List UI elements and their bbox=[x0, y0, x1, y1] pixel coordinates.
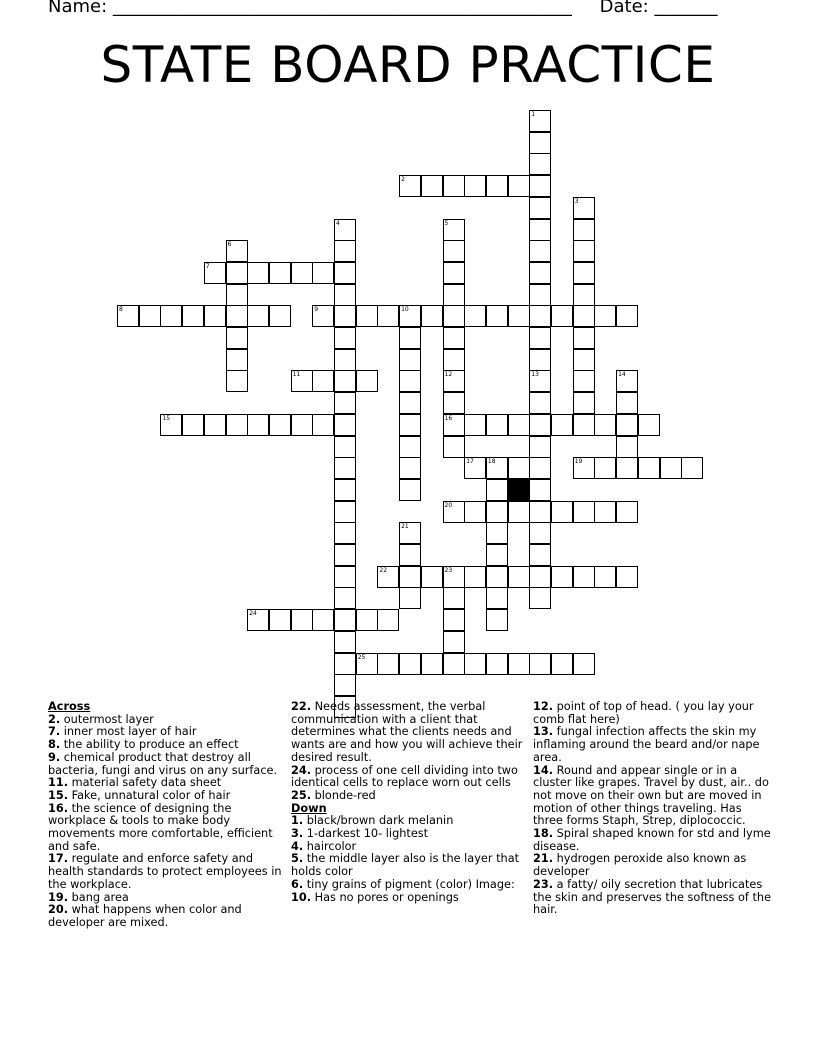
crossword-cell[interactable] bbox=[486, 653, 508, 675]
crossword-cell[interactable] bbox=[594, 305, 616, 327]
crossword-cell[interactable] bbox=[291, 370, 313, 392]
crossword-cell[interactable] bbox=[529, 370, 551, 392]
crossword-cell[interactable] bbox=[443, 240, 465, 262]
crossword-cell[interactable] bbox=[291, 609, 313, 631]
clue-item: 17. regulate and enforce safety and health standards to protect employees in the workplace. bbox=[48, 852, 282, 891]
crossword-cell[interactable] bbox=[616, 392, 638, 414]
crossword-cell[interactable] bbox=[204, 262, 226, 284]
crossword-cell[interactable] bbox=[334, 566, 356, 588]
crossword-cell[interactable] bbox=[399, 414, 421, 436]
crossword-cell[interactable] bbox=[616, 305, 638, 327]
crossword-cell[interactable] bbox=[443, 262, 465, 284]
crossword-cell[interactable] bbox=[226, 414, 248, 436]
crossword-cell[interactable] bbox=[312, 414, 334, 436]
crossword-cell[interactable] bbox=[399, 436, 421, 458]
date-label: Date: bbox=[599, 0, 649, 17]
crossword-cell[interactable] bbox=[182, 305, 204, 327]
crossword-cell[interactable] bbox=[508, 305, 530, 327]
crossword-cell[interactable] bbox=[594, 457, 616, 479]
crossword-cell[interactable] bbox=[573, 501, 595, 523]
crossword-cell[interactable] bbox=[334, 414, 356, 436]
date-blank[interactable]: _______ bbox=[654, 0, 718, 17]
crossword-cell[interactable] bbox=[529, 197, 551, 219]
crossword-cell[interactable] bbox=[334, 544, 356, 566]
crossword-cell[interactable] bbox=[377, 566, 399, 588]
crossword-cell[interactable] bbox=[616, 566, 638, 588]
crossword-cell[interactable] bbox=[226, 305, 248, 327]
clue-item: 8. the ability to produce an effect bbox=[48, 738, 239, 752]
clue-item: 25. blonde-red bbox=[291, 788, 376, 802]
name-label: Name: bbox=[48, 0, 108, 17]
crossword-cell[interactable] bbox=[529, 284, 551, 306]
clue-item: 23. a fatty/ oily secretion that lubricates the skin and preserves the softness of the hair. bbox=[533, 877, 772, 917]
crossword-cell[interactable] bbox=[443, 436, 465, 458]
crossword-cell[interactable] bbox=[464, 175, 486, 197]
clue-item: 11. material safety data sheet bbox=[48, 776, 222, 790]
crossword-cell[interactable] bbox=[269, 262, 291, 284]
crossword-cell[interactable] bbox=[269, 609, 291, 631]
crossword-cell[interactable] bbox=[594, 566, 616, 588]
crossword-cell[interactable] bbox=[204, 414, 226, 436]
crossword-cell[interactable] bbox=[551, 501, 573, 523]
crossword-cell[interactable] bbox=[443, 327, 465, 349]
clue-number: 25 bbox=[357, 653, 366, 661]
crossword-cell[interactable] bbox=[573, 262, 595, 284]
crossword-cell[interactable] bbox=[529, 132, 551, 154]
crossword-cell[interactable] bbox=[573, 349, 595, 371]
crossword-cell[interactable] bbox=[464, 457, 486, 479]
clue-item: 13. fungal infection affects the skin my inflaming around the beard and/or nape area. bbox=[533, 725, 760, 764]
clue-item: 22. Needs assessment, the verbal communication with a client that determines what the clients needs and wants are and how you will achieve their desired result. bbox=[291, 700, 523, 764]
crossword-cell[interactable] bbox=[334, 305, 356, 327]
crossword-cell[interactable] bbox=[486, 566, 508, 588]
crossword-cell[interactable] bbox=[334, 587, 356, 609]
clue-item: 14. Round and appear single or in a cluster like grapes. Travel by dust, air.. do not move on their own but are moved in motion of other things traveling. Has three forms Staph, Strep, diplococcic. bbox=[533, 763, 769, 828]
crossword-cell[interactable] bbox=[551, 566, 573, 588]
crossword-cell[interactable] bbox=[529, 479, 551, 501]
crossword-cell[interactable] bbox=[399, 544, 421, 566]
clue-item: 5. the middle layer also is the layer that holds color bbox=[291, 852, 520, 879]
crossword-cell[interactable] bbox=[226, 327, 248, 349]
crossword-cell[interactable] bbox=[226, 349, 248, 371]
crossword-cell[interactable] bbox=[529, 349, 551, 371]
clue-item: 24. process of one cell dividing into two identical cells to replace worn out cells bbox=[291, 763, 518, 790]
clue-number: 22 bbox=[379, 566, 388, 574]
clue-number: 23 bbox=[444, 566, 453, 574]
clue-number: 18 bbox=[487, 458, 496, 466]
crossword-cell[interactable] bbox=[226, 284, 248, 306]
clue-number: 15 bbox=[162, 414, 171, 422]
crossword-cell[interactable] bbox=[486, 457, 508, 479]
clue-item: 15. Fake, unnatural color of hair bbox=[48, 788, 231, 802]
crossword-cell[interactable] bbox=[160, 414, 182, 436]
crossword-cell[interactable] bbox=[334, 501, 356, 523]
crossword-cell[interactable] bbox=[486, 414, 508, 436]
crossword-cell[interactable] bbox=[334, 522, 356, 544]
clue-number: 5 bbox=[444, 219, 449, 227]
crossword-cell[interactable] bbox=[486, 544, 508, 566]
crossword-cell[interactable] bbox=[399, 587, 421, 609]
crossword-cell[interactable] bbox=[334, 631, 356, 653]
crossword-cell[interactable] bbox=[377, 305, 399, 327]
crossword-cell[interactable] bbox=[529, 305, 551, 327]
crossword-cell[interactable] bbox=[247, 262, 269, 284]
crossword-cell[interactable] bbox=[508, 653, 530, 675]
crossword-cell[interactable] bbox=[334, 327, 356, 349]
crossword-cell[interactable] bbox=[334, 349, 356, 371]
crossword-cell[interactable] bbox=[486, 175, 508, 197]
crossword-cell[interactable] bbox=[529, 414, 551, 436]
clue-item: 19. bang area bbox=[48, 890, 129, 904]
crossword-cell[interactable] bbox=[508, 566, 530, 588]
crossword-cell[interactable] bbox=[421, 653, 443, 675]
crossword-cell[interactable] bbox=[573, 392, 595, 414]
crossword-cell[interactable] bbox=[529, 501, 551, 523]
crossword-cell[interactable] bbox=[486, 522, 508, 544]
crossword-cell[interactable] bbox=[443, 587, 465, 609]
crossword-cell[interactable] bbox=[269, 414, 291, 436]
crossword-cell[interactable] bbox=[660, 457, 682, 479]
crossword-cell[interactable] bbox=[377, 653, 399, 675]
crossword-cell[interactable] bbox=[160, 305, 182, 327]
crossword-cell[interactable] bbox=[529, 219, 551, 241]
crossword-cell[interactable] bbox=[464, 501, 486, 523]
clue-number: 14 bbox=[618, 371, 626, 379]
crossword-cell[interactable] bbox=[508, 501, 530, 523]
clue-number: 8 bbox=[119, 306, 123, 314]
crossword-cell[interactable] bbox=[443, 284, 465, 306]
clue-number: 1 bbox=[531, 111, 536, 118]
crossword-cell[interactable] bbox=[573, 327, 595, 349]
clue-item: 4. haircolor bbox=[291, 839, 357, 853]
clue-number: 3 bbox=[574, 197, 579, 205]
crossword-cell[interactable] bbox=[312, 370, 334, 392]
crossword-cell[interactable] bbox=[204, 305, 226, 327]
clue-number: 7 bbox=[205, 262, 210, 270]
crossword-cell[interactable] bbox=[356, 653, 378, 675]
crossword-cell[interactable] bbox=[616, 414, 638, 436]
clues-column-2 bbox=[291, 701, 527, 904]
crossword-cell[interactable] bbox=[334, 674, 356, 696]
clue-number: 10 bbox=[401, 306, 409, 314]
crossword-cell[interactable] bbox=[573, 284, 595, 306]
clue-item: 1. black/brown dark melanin bbox=[291, 814, 454, 828]
clue-number: 16 bbox=[444, 414, 453, 422]
crossword-cell[interactable] bbox=[399, 327, 421, 349]
crossword-cell[interactable] bbox=[573, 653, 595, 675]
crossword-cell[interactable] bbox=[573, 457, 595, 479]
crossword-cell[interactable] bbox=[529, 566, 551, 588]
crossword-cell[interactable] bbox=[551, 653, 573, 675]
crossword-cell[interactable] bbox=[226, 240, 248, 262]
crossword-cell[interactable] bbox=[269, 305, 291, 327]
crossword-cell[interactable] bbox=[117, 305, 139, 327]
crossword-cell[interactable] bbox=[226, 262, 248, 284]
crossword-cell[interactable] bbox=[377, 609, 399, 631]
crossword-cell[interactable] bbox=[334, 284, 356, 306]
crossword-cell[interactable] bbox=[334, 219, 356, 241]
crossword-cell[interactable] bbox=[443, 566, 465, 588]
crossword-cell[interactable] bbox=[638, 414, 660, 436]
crossword-cell[interactable] bbox=[464, 566, 486, 588]
crossword-cell[interactable] bbox=[508, 175, 530, 197]
name-blank[interactable]: ___________________________________________________ bbox=[112, 0, 572, 17]
crossword-cell[interactable] bbox=[529, 240, 551, 262]
clue-item: 21. hydrogen peroxide also known as developer bbox=[533, 852, 747, 879]
crossword-cell[interactable] bbox=[638, 457, 660, 479]
crossword-cell[interactable] bbox=[443, 653, 465, 675]
crossword-cell[interactable] bbox=[443, 609, 465, 631]
clue-item: 3. 1-darkest 10- lightest bbox=[291, 827, 429, 841]
crossword-cell[interactable] bbox=[291, 262, 313, 284]
crossword-cell[interactable] bbox=[508, 414, 530, 436]
clue-item: 16. the science of designing the workplace & tools to make body movements more comfortable, efficient and safe. bbox=[48, 801, 273, 853]
crossword-cell[interactable] bbox=[312, 305, 334, 327]
crossword-cell[interactable] bbox=[399, 392, 421, 414]
crossword-cell[interactable] bbox=[486, 587, 508, 609]
clue-item: 6. tiny grains of pigment (color) Image: bbox=[291, 877, 515, 891]
crossword-cell[interactable] bbox=[443, 305, 465, 327]
crossword-cell[interactable] bbox=[443, 219, 465, 241]
crossword-cell[interactable] bbox=[681, 457, 703, 479]
crossword-cell[interactable] bbox=[443, 501, 465, 523]
crossword-cell[interactable] bbox=[226, 370, 248, 392]
crossword-black-square bbox=[508, 479, 530, 501]
crossword-cell[interactable] bbox=[334, 436, 356, 458]
crossword-cell[interactable] bbox=[399, 349, 421, 371]
crossword-cell[interactable] bbox=[486, 609, 508, 631]
clue-number: 12 bbox=[444, 371, 453, 379]
crossword-cell[interactable] bbox=[508, 457, 530, 479]
crossword-cell[interactable] bbox=[399, 305, 421, 327]
crossword-cell[interactable] bbox=[421, 175, 443, 197]
crossword-cell[interactable] bbox=[573, 197, 595, 219]
crossword-cell[interactable] bbox=[356, 370, 378, 392]
across-heading: Across bbox=[48, 700, 91, 713]
crossword-cell[interactable] bbox=[399, 653, 421, 675]
crossword-cell[interactable] bbox=[464, 653, 486, 675]
clue-item: 10. Has no pores or openings bbox=[291, 890, 459, 904]
crossword-cell[interactable] bbox=[399, 175, 421, 197]
crossword-cell[interactable] bbox=[616, 370, 638, 392]
clue-number: 19 bbox=[574, 458, 583, 466]
crossword-cell[interactable] bbox=[529, 110, 551, 132]
crossword-cell[interactable] bbox=[529, 457, 551, 479]
clues-column-1 bbox=[48, 701, 284, 930]
crossword-cell[interactable] bbox=[247, 609, 269, 631]
crossword-cell[interactable] bbox=[356, 609, 378, 631]
crossword-cell[interactable] bbox=[399, 522, 421, 544]
clue-item: 2. outermost layer bbox=[48, 712, 154, 726]
crossword-cell[interactable] bbox=[443, 392, 465, 414]
crossword-cell[interactable] bbox=[529, 175, 551, 197]
crossword-cell[interactable] bbox=[334, 370, 356, 392]
clue-number: 6 bbox=[227, 241, 232, 249]
crossword-cell[interactable] bbox=[443, 631, 465, 653]
clue-number: 17 bbox=[466, 458, 474, 466]
crossword-cell[interactable] bbox=[573, 370, 595, 392]
crossword-cell[interactable] bbox=[573, 566, 595, 588]
crossword-cell[interactable] bbox=[529, 522, 551, 544]
crossword-cell[interactable] bbox=[421, 566, 443, 588]
crossword-cell[interactable] bbox=[399, 457, 421, 479]
crossword-cell[interactable] bbox=[573, 240, 595, 262]
crossword-cell[interactable] bbox=[182, 414, 204, 436]
crossword-cell[interactable] bbox=[529, 153, 551, 175]
crossword-cell[interactable] bbox=[573, 305, 595, 327]
crossword-cell[interactable] bbox=[529, 436, 551, 458]
crossword-cell[interactable] bbox=[594, 501, 616, 523]
crossword-cell[interactable] bbox=[551, 305, 573, 327]
crossword-cell[interactable] bbox=[616, 457, 638, 479]
clue-item: 7. inner most layer of hair bbox=[48, 725, 197, 739]
crossword-cell[interactable] bbox=[594, 414, 616, 436]
crossword-cell[interactable] bbox=[529, 653, 551, 675]
crossword-cell[interactable] bbox=[334, 653, 356, 675]
crossword-cell[interactable] bbox=[464, 414, 486, 436]
clue-number: 13 bbox=[531, 371, 539, 379]
crossword-cell[interactable] bbox=[334, 262, 356, 284]
crossword-cell[interactable] bbox=[291, 414, 313, 436]
crossword-cell[interactable] bbox=[399, 566, 421, 588]
crossword-cell[interactable] bbox=[464, 305, 486, 327]
clue-number: 11 bbox=[292, 371, 301, 379]
crossword-cell[interactable] bbox=[486, 501, 508, 523]
crossword-cell[interactable] bbox=[312, 262, 334, 284]
crossword-cell[interactable] bbox=[334, 479, 356, 501]
clue-number: 24 bbox=[249, 610, 257, 618]
crossword-cell[interactable] bbox=[486, 479, 508, 501]
clue-item: 12. point of top of head. ( you lay your comb flat here) bbox=[533, 700, 754, 726]
clue-item: 18. Spiral shaped known for std and lyme disease. bbox=[533, 827, 771, 853]
crossword-cell[interactable] bbox=[356, 305, 378, 327]
clues-column-3 bbox=[533, 701, 773, 917]
crossword-cell[interactable] bbox=[312, 609, 334, 631]
clue-number: 4 bbox=[336, 219, 340, 227]
crossword-cell[interactable] bbox=[399, 370, 421, 392]
crossword-cell[interactable] bbox=[573, 219, 595, 241]
crossword-cell[interactable] bbox=[616, 436, 638, 458]
crossword-cell[interactable] bbox=[443, 414, 465, 436]
clue-number: 21 bbox=[401, 523, 409, 531]
clue-number: 20 bbox=[444, 501, 453, 509]
clue-number: 2 bbox=[401, 176, 405, 184]
crossword-cell[interactable] bbox=[334, 240, 356, 262]
crossword-cell[interactable] bbox=[247, 414, 269, 436]
down-heading: Down bbox=[291, 801, 327, 815]
crossword-cell[interactable] bbox=[551, 414, 573, 436]
crossword-cell[interactable] bbox=[529, 587, 551, 609]
crossword-cell[interactable] bbox=[529, 262, 551, 284]
crossword-cell[interactable] bbox=[334, 457, 356, 479]
crossword-cell[interactable] bbox=[334, 609, 356, 631]
crossword-cell[interactable] bbox=[486, 305, 508, 327]
crossword-cell[interactable] bbox=[529, 392, 551, 414]
crossword-cell[interactable] bbox=[247, 305, 269, 327]
crossword-cell[interactable] bbox=[529, 327, 551, 349]
crossword-cell[interactable] bbox=[616, 501, 638, 523]
crossword-cell[interactable] bbox=[573, 414, 595, 436]
clue-item: 9. chemical product that destroy all bacteria, fungi and virus on any surface. bbox=[48, 750, 278, 777]
clue-number: 9 bbox=[314, 306, 319, 314]
crossword-cell[interactable] bbox=[443, 370, 465, 392]
crossword-cell[interactable] bbox=[421, 305, 443, 327]
crossword-cell[interactable] bbox=[529, 544, 551, 566]
crossword-cell[interactable] bbox=[443, 349, 465, 371]
crossword-cell[interactable] bbox=[139, 305, 161, 327]
crossword-cell[interactable] bbox=[399, 479, 421, 501]
crossword-cell[interactable] bbox=[443, 175, 465, 197]
clue-item: 20. what happens when color and developer are mixed. bbox=[48, 903, 242, 929]
page-title: STATE BOARD PRACTICE bbox=[100, 36, 716, 94]
crossword-cell[interactable] bbox=[334, 392, 356, 414]
